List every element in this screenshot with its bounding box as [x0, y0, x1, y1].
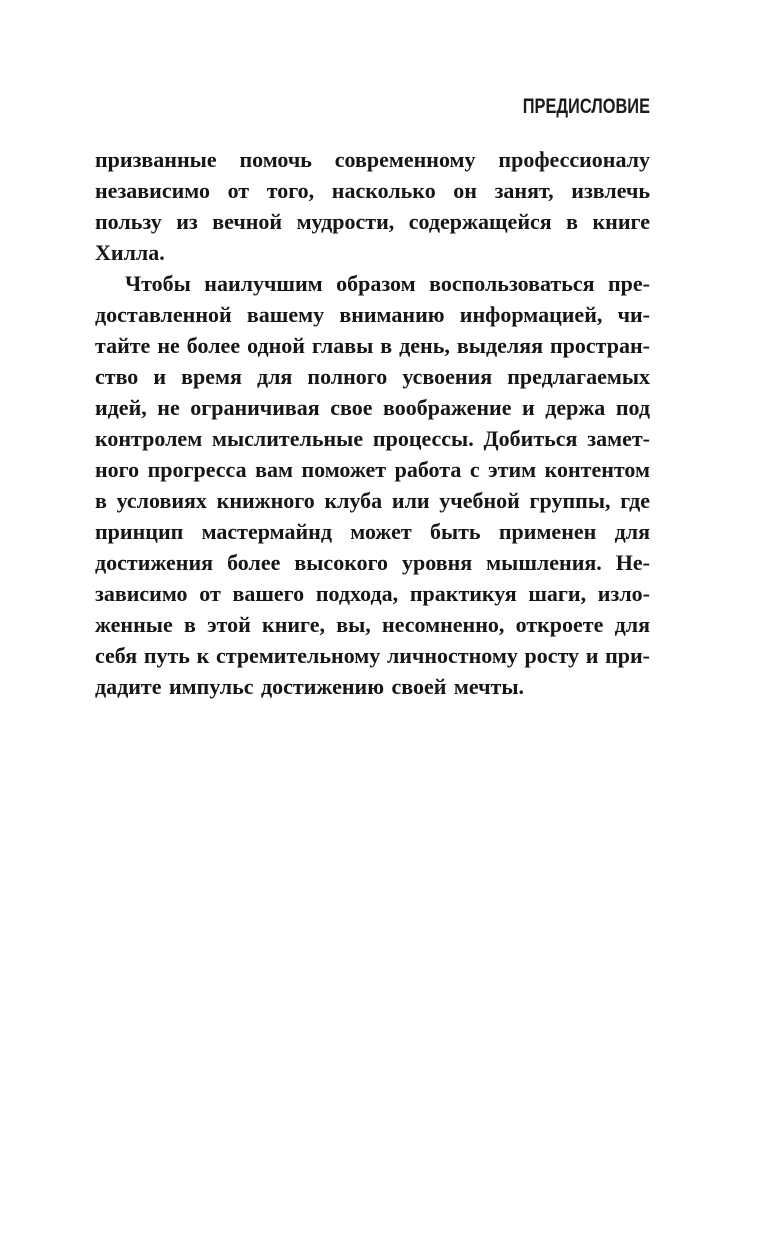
text-line: ного прогресса вам поможет работа с этим контентом [95, 457, 650, 482]
paragraph [95, 268, 650, 702]
text-line: ство и время для полного усвоения предлагаемых [95, 364, 650, 389]
running-head: ПРЕДИСЛОВИЕ [522, 95, 650, 118]
text-line: женные в этой книге, вы, несомненно, откроете для [95, 612, 650, 637]
text-line: в условиях книжного клуба или учебной группы, где [95, 488, 650, 513]
text-line: идей, не ограничивая свое воображение и держа под [95, 395, 650, 420]
text-line: пользу из вечной мудрости, содержащейся в книге [95, 209, 650, 234]
text-line: доставленной вашему вниманию информацией, чи- [95, 302, 650, 327]
text-line: дадите импульс достижению своей мечты. [95, 674, 525, 699]
text-line: достижения более высокого уровня мышления. Не- [95, 550, 650, 575]
text-line: себя путь к стремительному личностному росту и при- [95, 643, 650, 668]
page-text [95, 144, 650, 702]
text-line: контролем мыслительные процессы. Добиться замет- [95, 426, 650, 451]
text-line: зависимо от вашего подхода, практикуя шаги, изло- [95, 581, 650, 606]
text-line: независимо от того, насколько он занят, извлечь [95, 178, 650, 203]
text-line: тайте не более одной главы в день, выделяя простран- [95, 333, 650, 358]
text-line: призванные помочь современному профессионалу [95, 147, 650, 172]
text-line: Хилла. [95, 240, 165, 265]
text-line: Чтобы наилучшим образом воспользоваться пре- [125, 271, 650, 296]
text-line: принцип мастермайнд может быть применен для [95, 519, 650, 544]
paragraph [95, 144, 650, 268]
